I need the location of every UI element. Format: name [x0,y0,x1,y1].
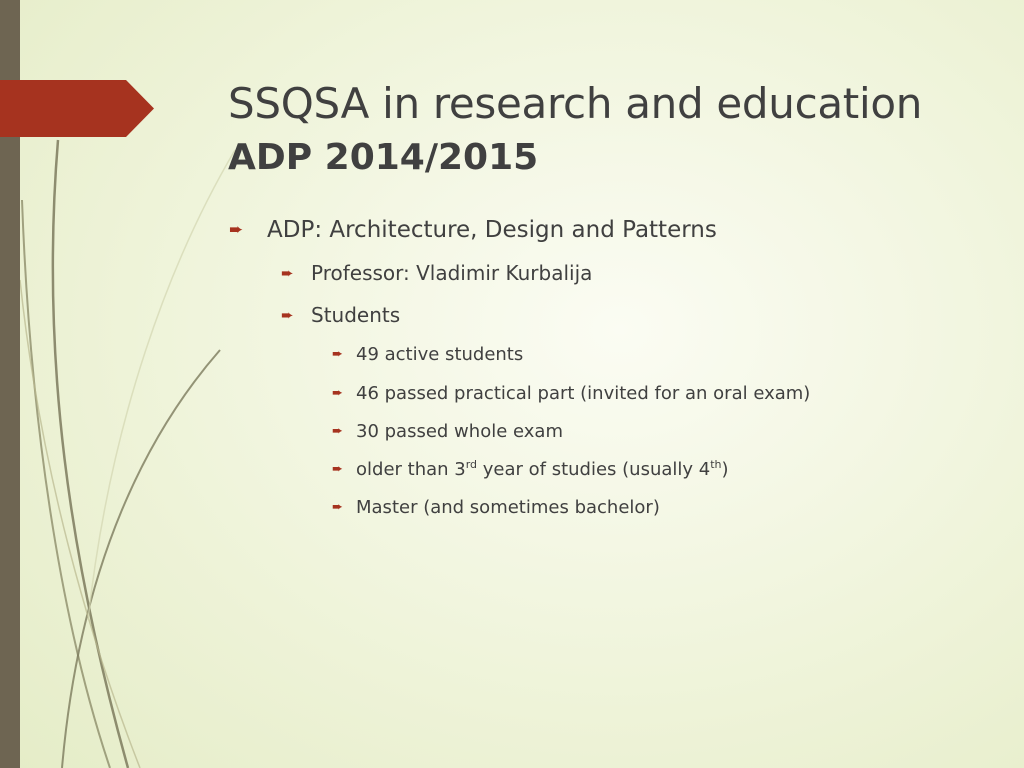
ordinal-suffix: th [710,458,722,471]
bullet-course [229,217,717,243]
bullet-active-students [332,344,523,365]
bullet-text: 46 passed practical part (invited for an oral exam) [356,383,811,404]
accent-arrow-shape [0,80,154,137]
pen-bullet-icon: ➨ [332,424,343,439]
pen-bullet-icon: ➨ [281,264,294,282]
bullet-text: Professor: Vladimir Kurbalija [311,261,593,285]
bullet-text-part: ) [721,459,729,480]
bullet-text: Master (and sometimes bachelor) [356,497,660,518]
bullet-text-part: older than 3 [356,459,466,480]
bullet-text: ADP: Architecture, Design and Patterns [267,217,717,243]
bullet-professor [281,261,592,285]
bullet-passed-practical [332,383,810,404]
bullet-older-than [332,459,729,480]
slide-title [228,78,1008,186]
bullet-text-part: year of studies (usually 4 [477,459,711,480]
bullet-passed-whole [332,421,563,442]
bullet-students [281,303,400,327]
ordinal-suffix: rd [465,458,478,471]
bullet-text: 30 passed whole exam [356,421,563,442]
bullet-master [332,497,660,518]
bullet-text [356,459,729,480]
title-line-2: ADP 2014/2015 [228,137,539,178]
pen-bullet-icon: ➨ [332,347,343,362]
title-line-1: SSQSA in research and education [228,79,923,128]
bullet-text: 49 active students [356,344,524,365]
bullet-text: Students [311,303,401,327]
pen-bullet-icon: ➨ [332,462,343,477]
pen-bullet-icon: ➨ [281,306,294,324]
pen-bullet-icon: ➨ [332,500,343,515]
pen-bullet-icon: ➨ [332,386,343,401]
pen-bullet-icon: ➨ [229,220,244,240]
